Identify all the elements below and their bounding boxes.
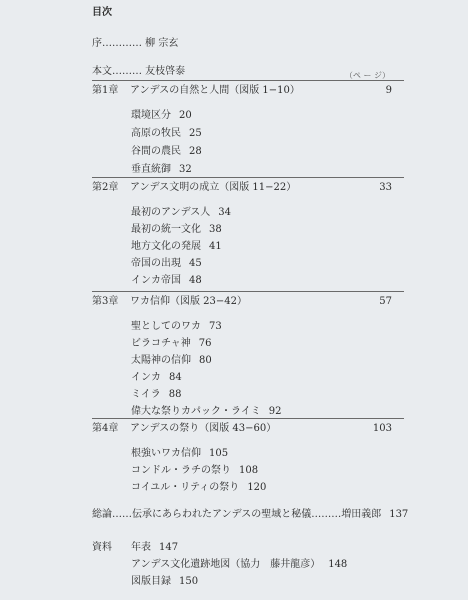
section-title: 地方文化の発展 — [131, 241, 201, 252]
section-title: 偉大な祭りカパック・ライミ — [131, 406, 261, 417]
section-entry — [131, 482, 266, 494]
section-title: 帝国の出現 — [131, 258, 181, 269]
section-page: 45 — [189, 258, 202, 269]
section-entry — [131, 207, 231, 219]
appendix-label: 資料 — [92, 542, 112, 553]
section-entry — [131, 372, 182, 384]
section-title: コイユル・リティの祭り — [131, 482, 240, 493]
appendix-page: 148 — [328, 559, 348, 570]
chapter-page: 33 — [379, 182, 392, 193]
section-title: 聖としてのワカ — [131, 321, 201, 332]
section-page: 32 — [179, 164, 192, 175]
section-page: 80 — [199, 355, 212, 366]
section-entry — [131, 389, 181, 401]
chapter-title: アンデス文明の成立（図版 11−22） — [130, 182, 297, 193]
section-title: 最初のアンデス人 — [131, 207, 211, 218]
chapter-page: 57 — [379, 296, 392, 307]
section-entry — [131, 275, 202, 287]
section-title: インカ — [131, 372, 161, 383]
section-page: 108 — [239, 465, 259, 476]
section-page: 92 — [268, 406, 282, 417]
appendix-title: アンデス文化遺跡地図（協力 藤井龍彦） — [131, 559, 321, 570]
section-entry — [131, 448, 228, 460]
preface-entry: 序………… 柳 宗玄 — [92, 38, 179, 49]
chapter-label: 第4章 — [92, 423, 119, 434]
section-entry — [131, 258, 202, 270]
chapter-divider — [92, 291, 404, 292]
appendix-page: 150 — [179, 576, 199, 587]
section-entry — [131, 355, 212, 367]
section-title: 谷間の農民 — [131, 146, 181, 157]
section-page: 88 — [168, 389, 182, 400]
section-page: 34 — [218, 207, 231, 218]
section-entry — [131, 241, 222, 253]
section-page: 120 — [247, 482, 267, 493]
page-column-header: （ペ ー ジ） — [344, 71, 390, 80]
section-entry — [131, 321, 222, 333]
appendix-title: 図版目録 — [131, 576, 171, 587]
chapter-label: 第2章 — [92, 182, 119, 193]
chapter-divider — [92, 177, 404, 178]
section-entry — [131, 406, 281, 418]
body-text-entry: 本文……… 友枝啓泰 — [92, 66, 186, 77]
appendix-item — [131, 576, 198, 588]
section-page: 84 — [169, 372, 182, 383]
section-page: 105 — [209, 448, 229, 459]
section-entry — [131, 338, 211, 350]
chapter-divider — [92, 80, 404, 81]
chapter-page: 103 — [372, 423, 392, 434]
section-page: 25 — [189, 128, 202, 139]
chapter-title: ワカ信仰（図版 23−42） — [130, 296, 248, 307]
section-page: 48 — [189, 275, 202, 286]
section-title: 環境区分 — [131, 110, 171, 121]
section-entry — [131, 164, 192, 176]
chapter-label: 第3章 — [92, 296, 119, 307]
chapter-divider — [92, 418, 404, 419]
chapter-title: アンデスの祭り（図版 43−60） — [130, 423, 277, 434]
section-title: 太陽神の信仰 — [131, 355, 191, 366]
section-title: ビラコチャ神 — [131, 338, 191, 349]
section-entry — [131, 465, 258, 477]
section-page: 38 — [209, 224, 222, 235]
section-title: 根強いワカ信仰 — [131, 448, 201, 459]
section-page: 41 — [209, 241, 222, 252]
section-title: ミイラ — [131, 389, 161, 400]
section-title: 垂直統御 — [131, 164, 171, 175]
appendix-item — [131, 559, 347, 571]
chapter-label: 第1章 — [92, 85, 119, 96]
section-entry — [131, 224, 222, 236]
essay-page: 137 — [389, 509, 409, 520]
section-title: コンドル・ラチの祭り — [131, 465, 231, 476]
appendix-item — [131, 542, 178, 554]
essay-entry — [92, 509, 408, 521]
toc-title: 目次 — [92, 7, 112, 18]
appendix-title: 年表 — [131, 542, 151, 553]
appendix-page: 147 — [159, 542, 179, 553]
section-page: 28 — [189, 146, 202, 157]
section-title: インカ帝国 — [131, 275, 181, 286]
essay-title: 総論……伝承にあらわれたアンデスの聖域と秘儀………増田義郎 — [92, 509, 382, 520]
chapter-page: 9 — [385, 85, 392, 96]
section-page: 20 — [179, 110, 192, 121]
section-entry — [131, 110, 192, 122]
section-title: 高原の牧民 — [131, 128, 181, 139]
section-entry — [131, 128, 202, 140]
section-page: 73 — [209, 321, 222, 332]
section-title: 最初の統一文化 — [131, 224, 201, 235]
section-entry — [131, 146, 202, 158]
chapter-title: アンデスの自然と人間（図版 1−10） — [130, 85, 300, 96]
section-page: 76 — [198, 338, 212, 349]
